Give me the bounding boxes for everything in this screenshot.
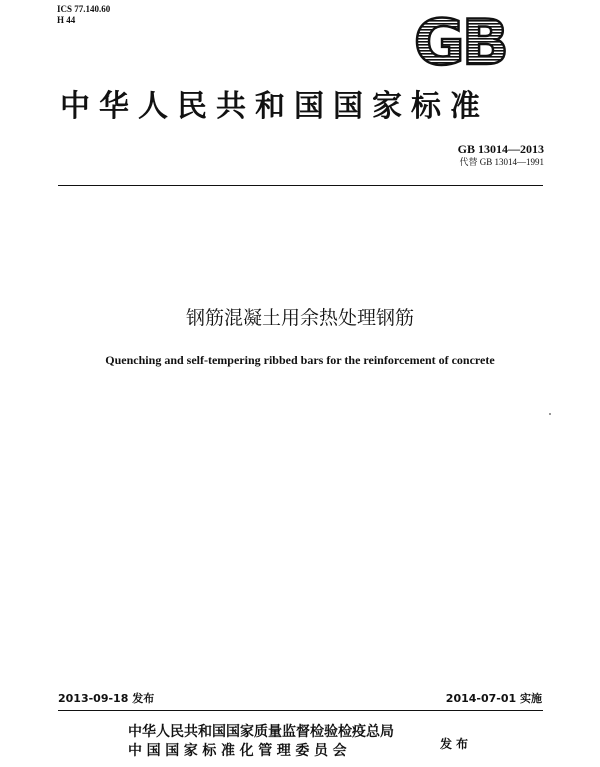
replaces-standard: 代替 GB 13014—1991 <box>459 157 544 167</box>
ccs-code: H 44 <box>57 15 76 25</box>
issue-label: 发布 <box>440 737 473 751</box>
publisher-sac: 中国国家标准化管理委员会 <box>128 743 352 759</box>
implementation-date: 2014-07-01 实施 <box>445 692 542 705</box>
national-standard-heading: 中华人民共和国国家标准 <box>60 89 489 124</box>
title-chinese: 钢筋混凝土用余热处理钢筋 <box>185 307 414 329</box>
gb-logo <box>404 14 516 68</box>
publisher-aqsiq: 中华人民共和国国家质量监督检验检疫总局 <box>128 724 394 740</box>
standard-number-block <box>458 142 544 168</box>
gb-logo-text: GB <box>413 14 507 68</box>
footer-divider <box>58 710 543 711</box>
speck <box>549 413 551 415</box>
title-english: Quenching and self-tempering ribbed bars for the reinforcement of concrete <box>105 353 495 367</box>
standard-number: GB 13014—2013 <box>457 142 544 156</box>
ics-code: ICS 77.140.60 <box>57 4 111 14</box>
issue-date: 2013-09-18 发布 <box>58 692 155 705</box>
header-divider <box>58 185 543 186</box>
classification-codes <box>57 4 110 26</box>
publishers <box>128 723 394 761</box>
